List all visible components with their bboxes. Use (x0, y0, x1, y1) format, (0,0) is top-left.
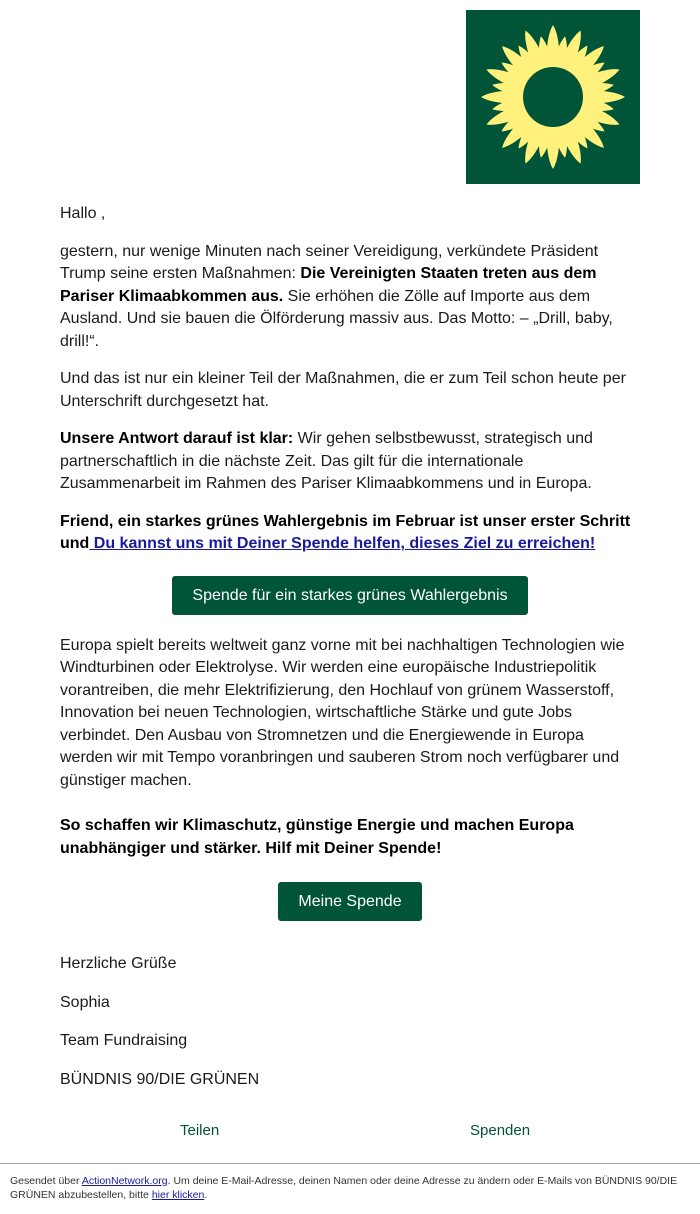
signer-name: Sophia (60, 993, 110, 1011)
paragraph-2: Und das ist nur ein kleiner Teil der Maßnahmen, die er zum Teil schon heute per Unterschrift durchgesetzt hat. (60, 370, 626, 410)
paragraph-6-bold: So schaffen wir Klimaschutz, günstige Energie und machen Europa unabhängiger und stärker. Hilf mit Deiner Spende! (60, 817, 574, 857)
sunflower-center (523, 67, 583, 127)
paragraph-1-text-a: gestern, nur wenige Minuten nach seiner Vereidigung, verkündete Präsident Trump seine ersten Maßnahmen: (60, 242, 599, 282)
button-row-2 (60, 882, 640, 921)
paragraph-3-text: Wir gehen selbstbewusst, strategisch und partnerschaftlich in die nächste Zeit. Das gilt für die internationale Zusammenarbeit im Rahmen des Pariser Klimaabkommens und in Europa. (60, 430, 593, 492)
legal-text-a: Gesendet über (10, 1175, 82, 1187)
paragraph-4-bold: Friend, ein starkes grünes Wahlergebnis im Februar ist unser erster Schritt und (60, 512, 631, 552)
paragraph-1 (60, 241, 640, 354)
signoff: Herzliche Grüße (60, 955, 177, 972)
button-row-1 (60, 576, 640, 615)
paragraph-4 (60, 511, 640, 556)
paragraph-3 (60, 428, 640, 496)
paragraph-1-bold: Die Vereinigten Staaten treten aus dem Pariser Klimaabkommen aus. (60, 265, 597, 305)
paragraph-1-text-c: Sie erhöhen die Zölle auf Importe aus dem Ausland. Und sie bauen die Ölförderung massiv aus. Das Motto: – „Drill, baby, drill!“. (60, 287, 613, 350)
unsubscribe-link[interactable]: hier klicken (151, 1189, 205, 1201)
paragraph-6 (60, 815, 640, 860)
greeting: Hallo , (60, 205, 106, 222)
actionnetwork-link[interactable]: ActionNetwork.org (81, 1175, 168, 1187)
paragraph-3-bold: Unsere Antwort darauf ist klar: (60, 430, 294, 447)
legal-text-c: . (204, 1189, 208, 1201)
footer-divider (0, 1163, 700, 1164)
footer-links (0, 1122, 700, 1146)
legal-footer (10, 1174, 680, 1202)
sunflower-icon (466, 10, 640, 184)
share-link[interactable]: Teilen (180, 1122, 220, 1139)
sunflower-logo (466, 10, 640, 184)
donate-footer-link[interactable]: Spenden (470, 1122, 531, 1139)
team-name: Team Fundraising (60, 1032, 188, 1049)
organization-name: BÜNDNIS 90/DIE GRÜNEN (60, 1070, 260, 1088)
legal-text-b: . Um deine E-Mail-Adresse, deinen Namen oder deine Adresse zu ändern oder E-Mails von BÜNDNIS 90/DIE GRÜNEN abzubestellen, bitte (10, 1175, 678, 1201)
donate-text-link[interactable]: Du kannst uns mit Deiner Spende helfen, dieses Ziel zu erreichen! (89, 535, 596, 552)
donate-button-primary[interactable]: Spende für ein starkes grünes Wahlergebnis (172, 576, 527, 615)
email-body (60, 203, 640, 1106)
paragraph-5: Europa spielt bereits weltweit ganz vorne mit bei nachhaltigen Technologien wie Windturbinen oder Elektrolyse. Wir werden eine europäische Industriepolitik vorantreiben, die mehr Elektrifizierung, den Hochlauf von grünem Wasserstoff, Innovation bei neuen Technologien, wirtschaftliche Stärke und gute Jobs verbindet. Den Ausbau von Stromnetzen und die Energiewende in Europa werden wir mit Tempo voranbringen und sauberen Strom noch verfügbarer und günstiger machen. (60, 636, 625, 789)
my-donation-button[interactable]: Meine Spende (278, 882, 421, 921)
